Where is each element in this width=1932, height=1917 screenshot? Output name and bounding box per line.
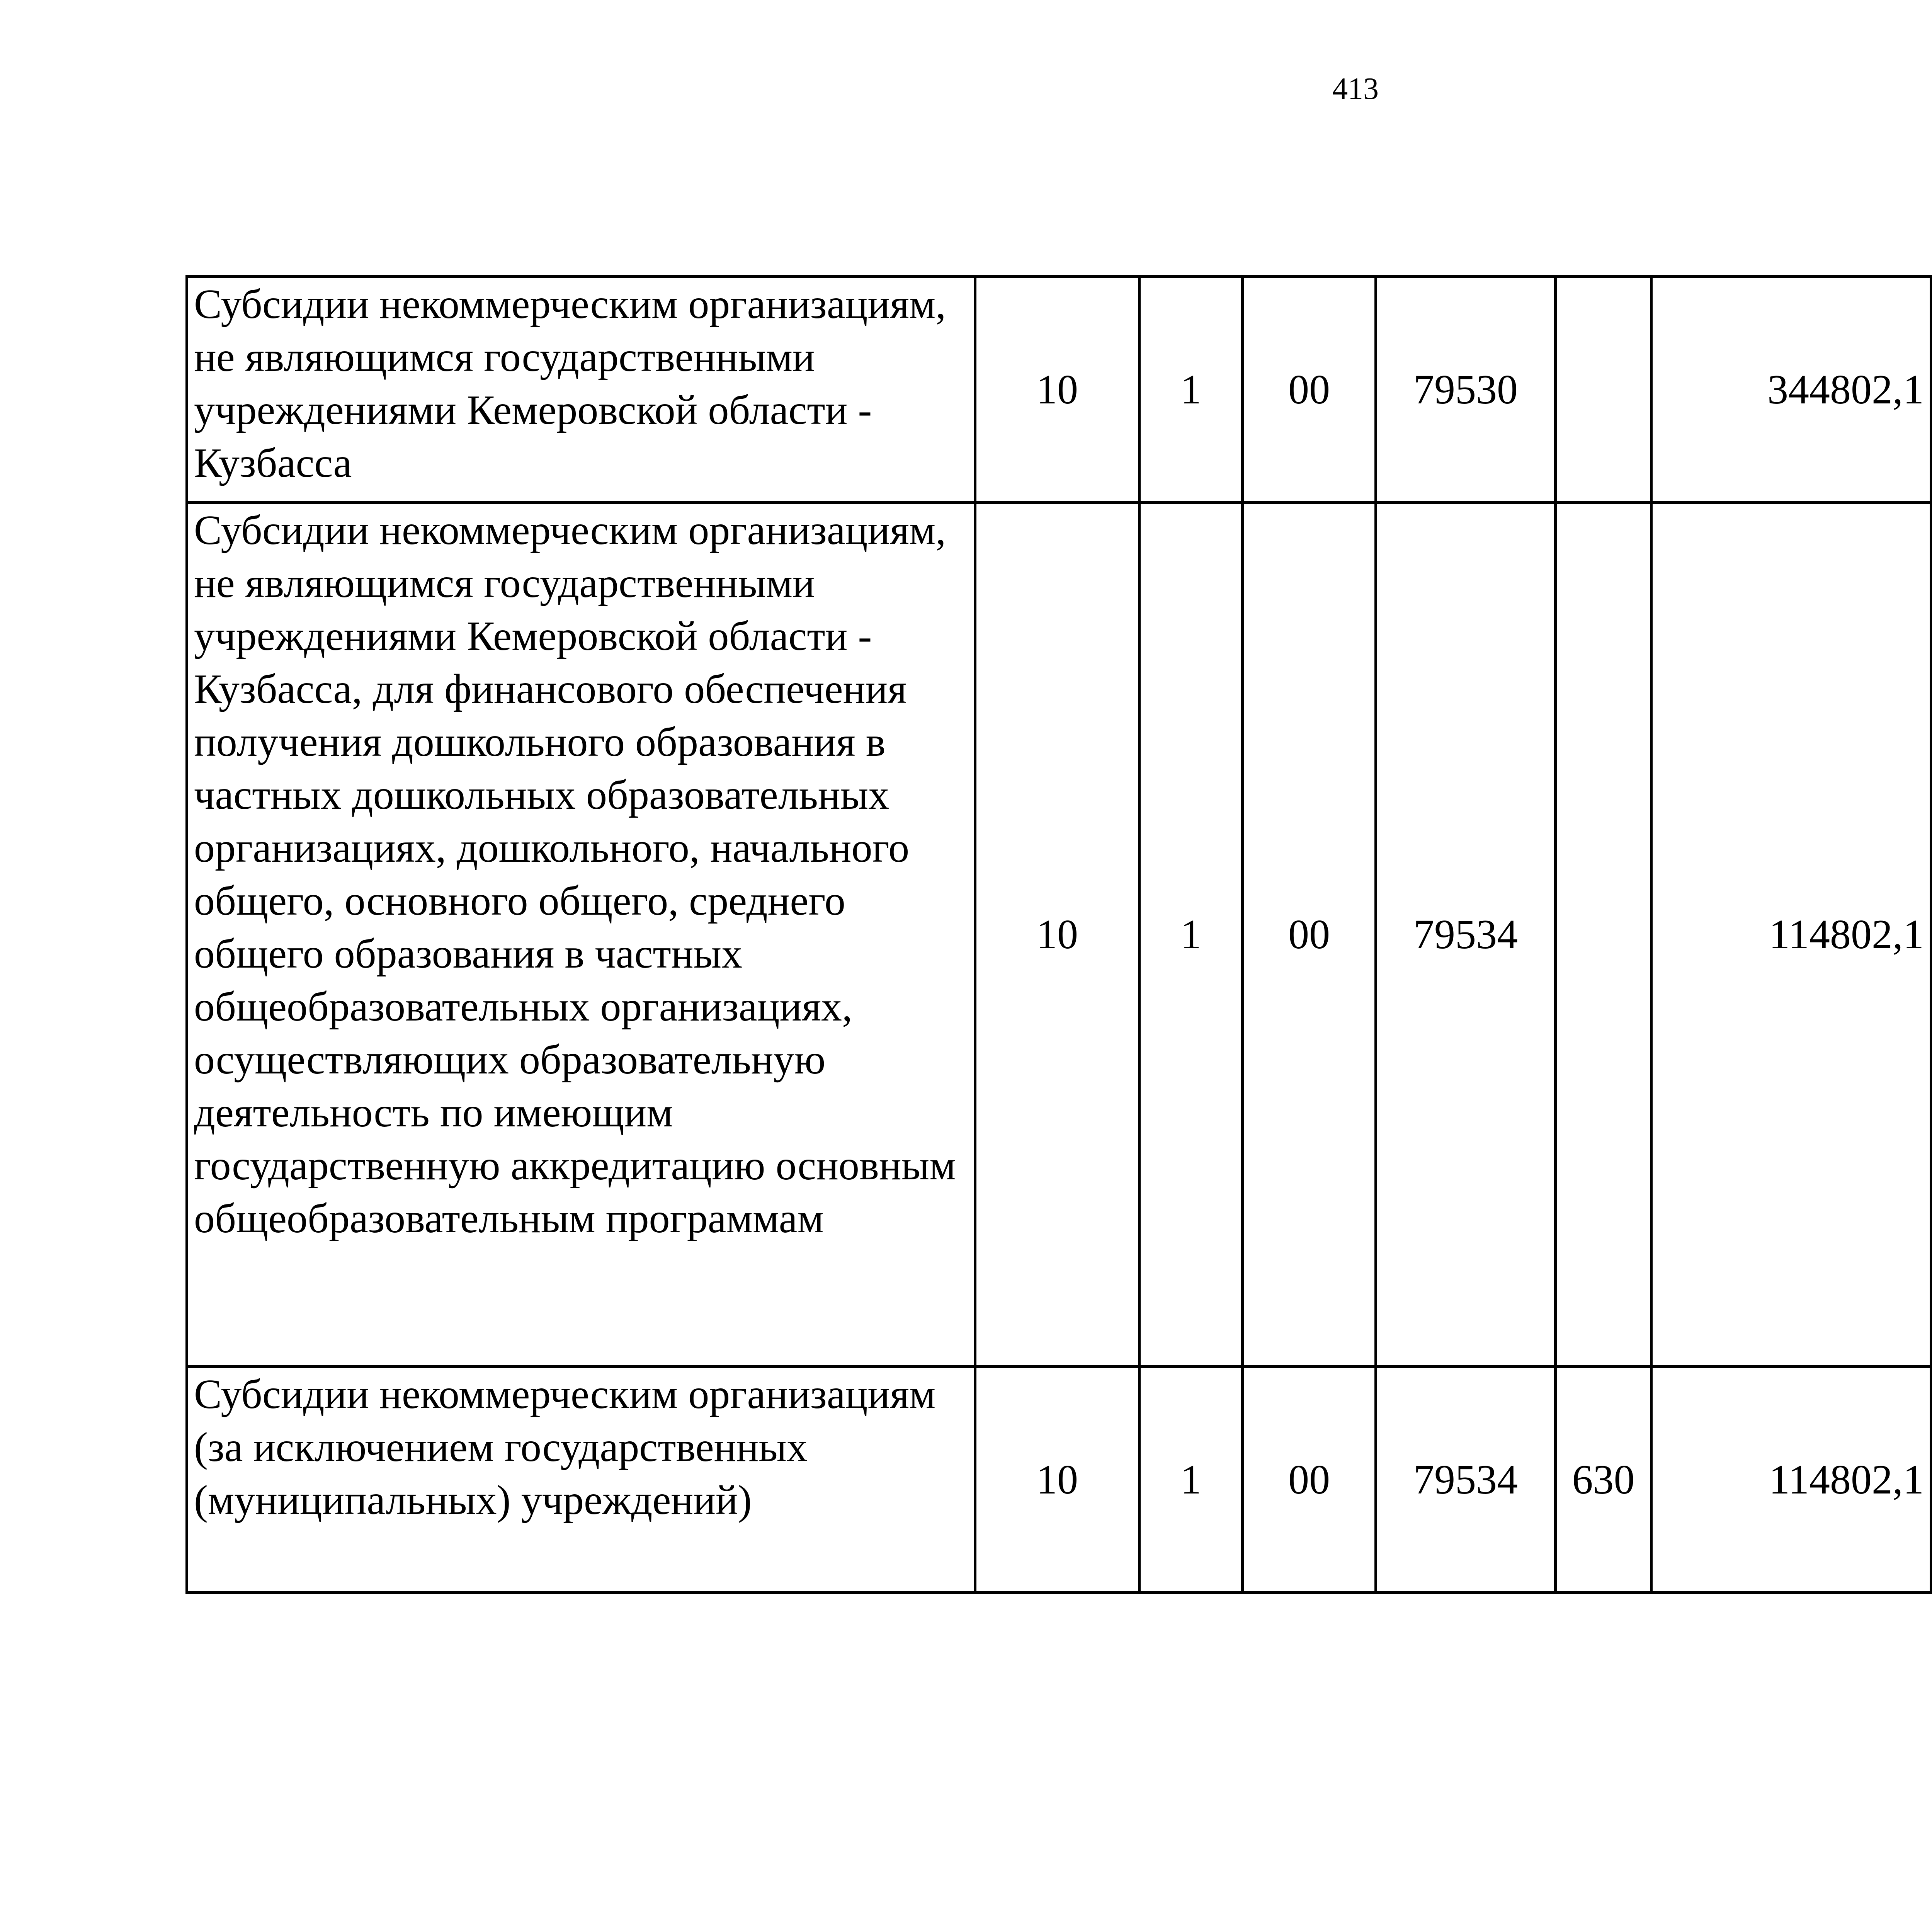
section-code: 10 [975,503,1139,1367]
table-row [187,277,1932,503]
amount-1: 114802,1 [1651,503,1931,1367]
subprogram-code: 00 [1243,277,1376,503]
row-description: Субсидии некоммерческим организациям, не являющимся государственными учреждениями Кемеровской области - Кузбасса, для финансового обеспечения получения дошкольного образования в частных дошкольных образовательных организациях, дошкольного, начального общего, основного общего, среднего общего образования в частных общеобразовательных организациях, осуществляющих образовательную деятельность по имеющим государственную аккредитацию основным общеобразовательным программам [187,503,975,1367]
budget-table [185,275,1932,1594]
expense-type-code [1556,503,1651,1367]
table-row [187,1367,1932,1593]
amount-1: 344802,1 [1651,277,1931,503]
subprogram-code: 00 [1243,1367,1376,1593]
program-code: 1 [1139,277,1243,503]
direction-code: 79534 [1376,1367,1556,1593]
program-code: 1 [1139,503,1243,1367]
amount-1: 114802,1 [1651,1367,1931,1593]
expense-type-code [1556,277,1651,503]
table-row [187,503,1932,1367]
row-description: Субсидии некоммерческим организациям (за исключением государственных (муниципальных) учреждений) [187,1367,975,1593]
subprogram-code: 00 [1243,503,1376,1367]
expense-type-code: 630 [1556,1367,1651,1593]
section-code: 10 [975,1367,1139,1593]
direction-code: 79534 [1376,503,1556,1367]
row-description: Субсидии некоммерческим организациям, не являющимся государственными учреждениями Кемеровской области - Кузбасса [187,277,975,503]
program-code: 1 [1139,1367,1243,1593]
direction-code: 79530 [1376,277,1556,503]
section-code: 10 [975,277,1139,503]
page-number: 413 [1332,72,1379,106]
